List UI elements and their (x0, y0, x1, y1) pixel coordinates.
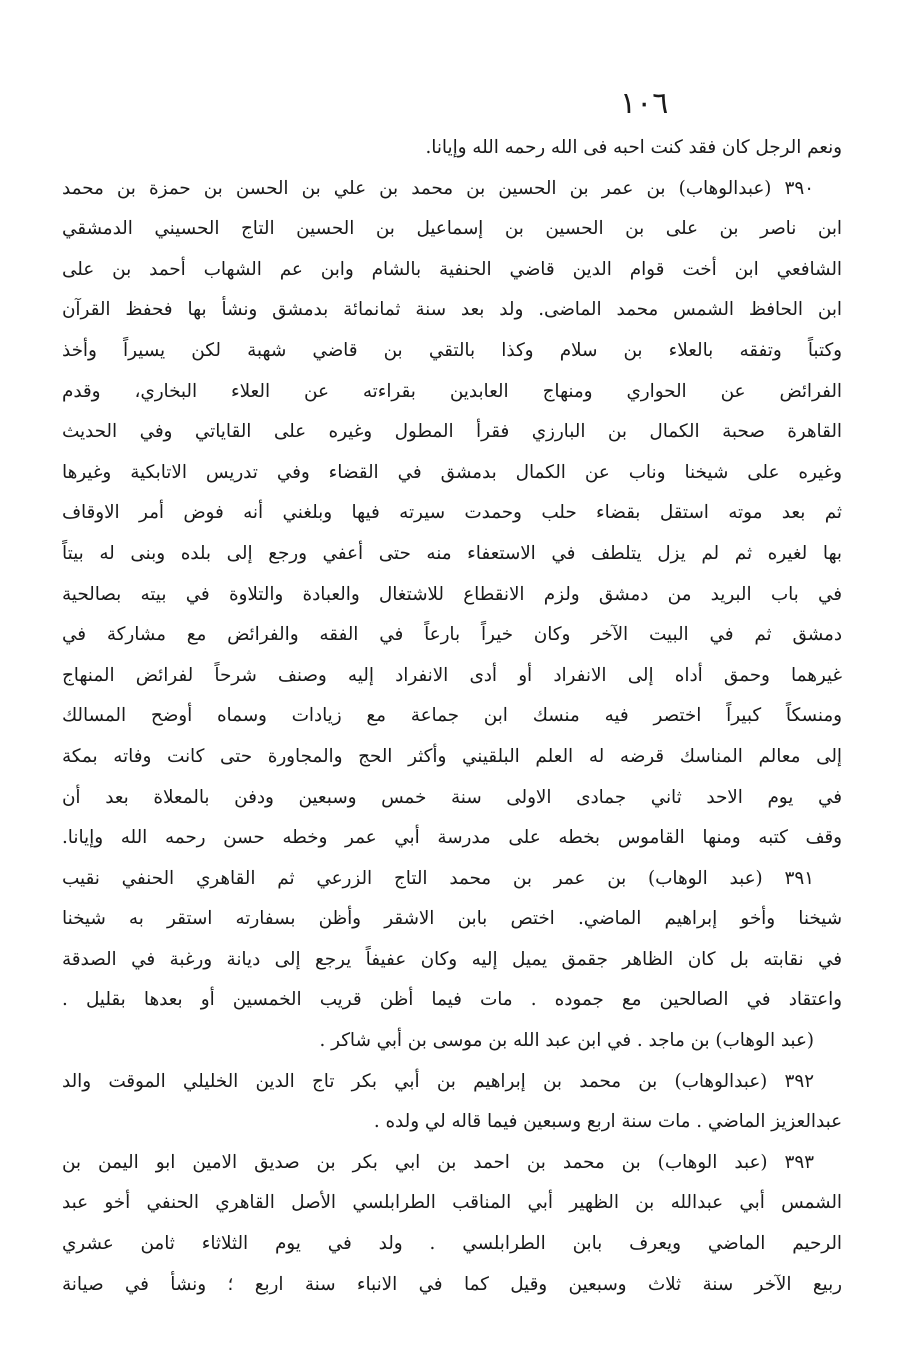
text-line: إلى معالم المناسك قرضه له العلم البلقيني وأكثر الحج والمجاورة حتى كانت وفاته بمكة (62, 745, 842, 767)
text-line: القاهرة صحبة الكمال بن البارزي فقرأ المطول وغيره على القاياتي وفي الحديث (62, 421, 842, 443)
text-line: عبدالعزيز الماضي . مات سنة اربع وسبعين فيما قاله لي ولده . (373, 1111, 842, 1133)
text-line: وقف كتبه ومنها القاموس بخطه على مدرسة أبي عمر وخطه حسن رحمه الله وإيانا. (62, 827, 842, 849)
text-line: الفرائض عن الحواري ومنهاج العابدين بقراءته عن العلاء البخاري، وقدم (62, 380, 842, 402)
text-line: بها لغيره ثم لم يزل يتلطف في الاستعفاء منه حتى أعفي ورجع إلى بلده وبنى له بيتاً (62, 542, 842, 564)
text-line: الشافعي ابن أخت قوام الدين قاضي الحنفية بالشام وابن عم الشهاب أحمد بن على (62, 258, 842, 280)
text-line: غيرهما وحمق أداه إلى الانفراد أو أدى الانفراد إليه وصنف شرحاً لفرائض المنهاج (62, 664, 842, 686)
text-line: في نقابته بل كان الظاهر جقمق يميل إليه وكان عفيفاً يرجع إلى ديانة ورغبة في الصدقة (62, 948, 842, 970)
entry-390-heading-line: ٣٩٠ (عبدالوهاب) بن عمر بن الحسين بن محمد بن علي بن الحسن بن حمزة بن محمد (62, 177, 814, 199)
text-line: ثم بعد موته استقل بقضاء حلب وحمدت سيرته فيها وبلغني أنه فوض أمر الاوقاف (62, 502, 842, 524)
text-line: واعتقاد في الصالحين مع جموده . مات فيما أظن قريب الخمسين أو بعدها بقليل . (62, 989, 842, 1011)
body-text (62, 128, 842, 1305)
entry-391-heading-line: ٣٩١ (عبد الوهاب) بن عمر بن محمد التاج الزرعي ثم القاهري الحنفي نقيب (62, 867, 814, 889)
text-line: ومنسكاً كبيراً اختصر فيه منسك ابن جماعة مع زيادات وسماه أوضح المسالك (62, 705, 842, 727)
text-line: ابن ناصر بن على بن الحسين بن إسماعيل بن الحسين التاج الحسيني الدمشقي (62, 218, 842, 240)
page-number: ١٠٦ (620, 86, 669, 121)
text-line: دمشق ثم في البيت الآخر وكان خيراً بارعاً في الفقه والفرائض مع مشاركة في (62, 624, 842, 646)
text-line: وكتباً وتفقه بالعلاء بن سلام وكذا بالتقي بن قاضي شهبة لكن يسيراً وأخذ (62, 339, 842, 361)
entry-392-heading-line: ٣٩٢ (عبدالوهاب) بن محمد بن إبراهيم بن أبي بكر تاج الدين الخليلي الموقت والد (62, 1070, 814, 1092)
text-line: في باب البريد من دمشق ولزم الانقطاع للاشتغال والعبادة والتلاوة في بيته بصالحية (62, 583, 842, 605)
text-line: وغيره على شيخنا وناب عن الكمال بدمشق في القضاء وفي تدريس الاتابكية وغيرها (62, 461, 842, 483)
entry-393-heading-line: ٣٩٣ (عبد الوهاب) بن محمد بن احمد بن ابي بكر بن صديق الامين ابو اليمن بن (62, 1151, 814, 1173)
cross-reference-line: (عبد الوهاب) بن ماجد . في ابن عبد الله بن موسى بن أبي شاكر . (319, 1030, 814, 1052)
text-line: شيخنا وأخو إبراهيم الماضي. اختص بابن الاشقر وأظن بسفارته استقر به شيخنا (62, 908, 842, 930)
text-line: ابن الحافظ الشمس محمد الماضى. ولد بعد سنة ثمانمائة بدمشق ونشأ بها فحفظ القرآن (62, 299, 842, 321)
text-line: ونعم الرجل كان فقد كنت احبه فى الله رحمه الله وإيانا. (425, 137, 842, 158)
text-line: في يوم الاحد ثاني جمادى الاولى سنة خمس وسبعين ودفن بالمعلاة بعد أن (62, 786, 842, 808)
text-line: ربيع الآخر سنة ثلاث وسبعين وقيل كما في الانباء سنة اربع ؛ ونشأ في صيانة (62, 1273, 842, 1295)
text-line: الرحيم الماضي ويعرف بابن الطرابلسي . ولد في يوم الثلاثاء ثامن عشري (62, 1233, 842, 1255)
text-line: الشمس أبي عبدالله بن الظهير أبي المناقب الطرابلسي الأصل القاهري الحنفي أخو عبد (62, 1192, 842, 1214)
